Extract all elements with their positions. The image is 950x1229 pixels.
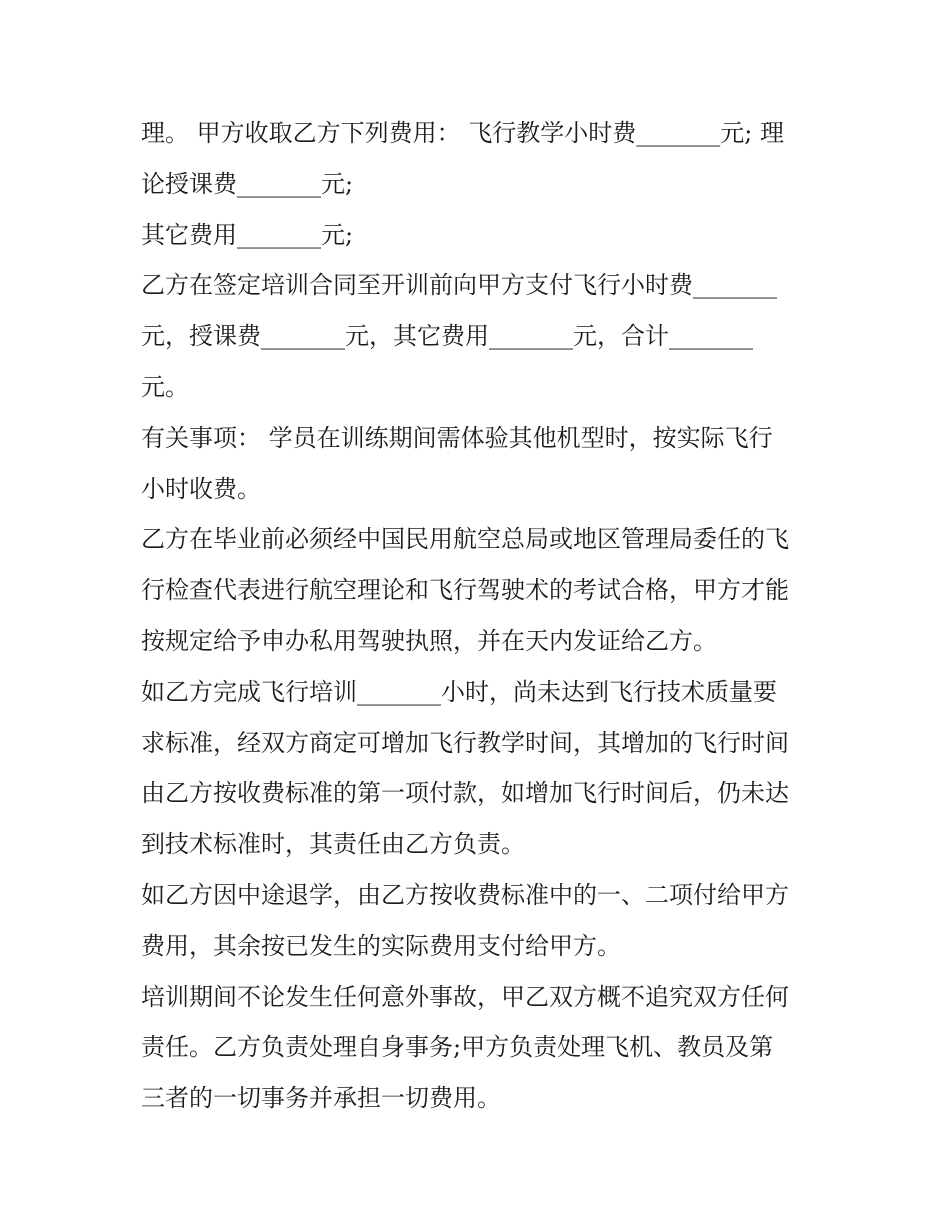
text-line: 如乙方因中途退学，由乙方按收费标准中的一、二项付给甲方 bbox=[141, 880, 789, 909]
document-body bbox=[141, 108, 821, 1124]
text-line: 费用，其余按已发生的实际费用支付给甲方。 bbox=[141, 931, 621, 960]
text-line: 其它费用_______元; bbox=[141, 220, 354, 249]
text-line: 培训期间不论发生任何意外事故，甲乙双方概不追究双方任何 bbox=[141, 982, 789, 1011]
text-line: 如乙方完成飞行培训_______小时，尚未达到飞行技术质量要 bbox=[141, 677, 777, 706]
text-line: 元，授课费_______元，其它费用_______元，合计_______ bbox=[141, 322, 753, 351]
text-line: 三者的一切事务并承担一切费用。 bbox=[141, 1084, 501, 1113]
text-line: 求标准，经双方商定可增加飞行教学时间，其增加的飞行时间 bbox=[141, 728, 789, 757]
text-line: 小时收费。 bbox=[141, 474, 261, 503]
text-line: 论授课费_______元; bbox=[141, 169, 354, 198]
text-line: 乙方在签定培训合同至开训前向甲方支付飞行小时费_______ bbox=[141, 271, 777, 300]
text-line: 责任。乙方负责处理自身事务;甲方负责处理飞机、教员及第 bbox=[141, 1033, 774, 1062]
text-line: 有关事项： 学员在训练期间需体验其他机型时，按实际飞行 bbox=[141, 423, 773, 452]
text-line: 到技术标准时，其责任由乙方负责。 bbox=[141, 830, 525, 859]
text-line: 理。 甲方收取乙方下列费用： 飞行教学小时费_______元; 理 bbox=[141, 119, 784, 147]
text-line: 元。 bbox=[141, 372, 189, 401]
text-line: 乙方在毕业前必须经中国民用航空总局或地区管理局委任的飞 bbox=[141, 525, 789, 554]
text-line: 行检查代表进行航空理论和飞行驾驶术的考试合格，甲方才能 bbox=[141, 576, 789, 605]
text-line: 按规定给予申办私用驾驶执照，并在天内发证给乙方。 bbox=[141, 626, 717, 655]
text-line: 由乙方按收费标准的第一项付款，如增加飞行时间后，仍未达 bbox=[141, 779, 789, 808]
